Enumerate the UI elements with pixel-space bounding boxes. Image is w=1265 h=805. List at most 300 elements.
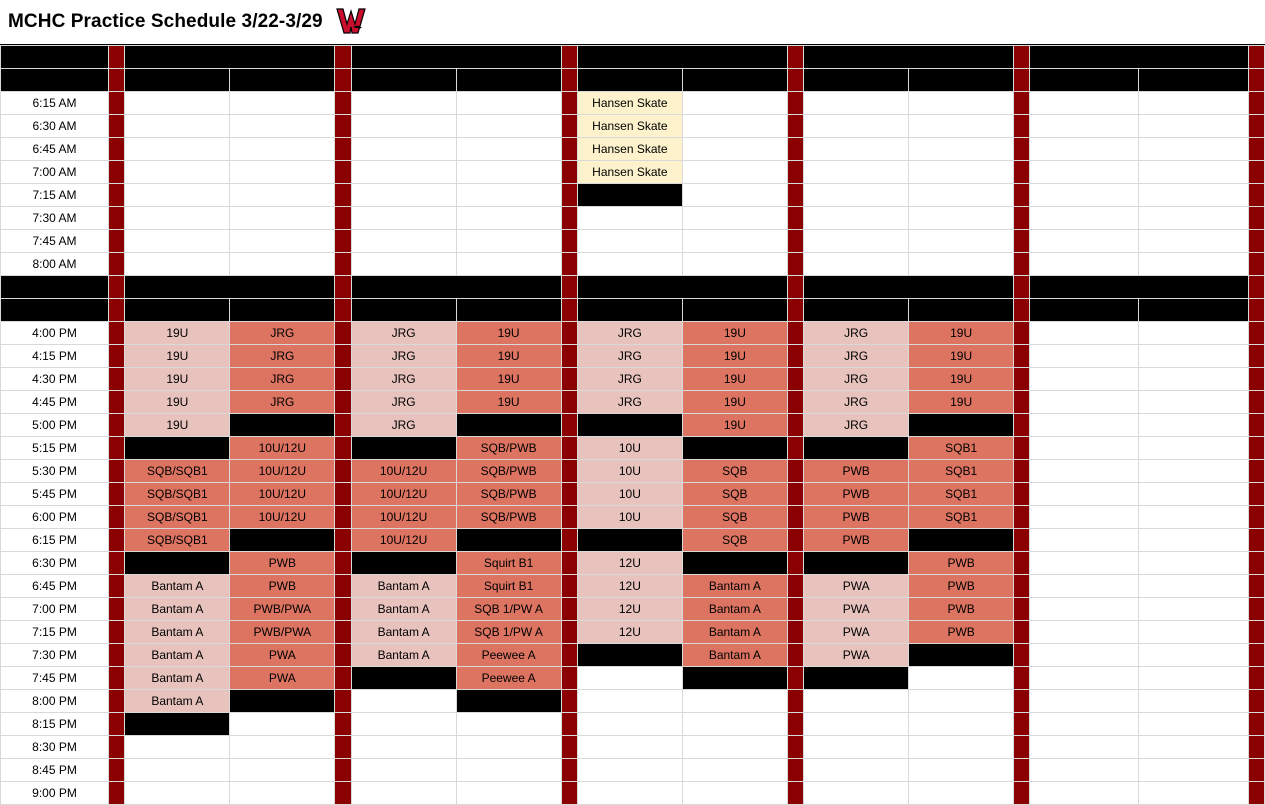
schedule-cell[interactable]: PWB: [230, 552, 335, 575]
schedule-cell[interactable]: Bantam A: [351, 575, 456, 598]
empty-cell[interactable]: [909, 184, 1014, 207]
schedule-cell[interactable]: PWA: [804, 621, 909, 644]
column-separator: [1248, 46, 1264, 69]
schedule-cell[interactable]: Bantam A: [351, 644, 456, 667]
empty-cell[interactable]: [909, 759, 1014, 782]
schedule-cell[interactable]: ICE CUT: [351, 437, 456, 460]
empty-cell[interactable]: [125, 230, 230, 253]
empty-cell[interactable]: [682, 782, 787, 805]
schedule-cell[interactable]: JRG: [804, 368, 909, 391]
empty-cell[interactable]: [1139, 253, 1248, 276]
schedule-cell[interactable]: Hansen Skate: [577, 92, 682, 115]
empty-cell[interactable]: [456, 230, 561, 253]
schedule-cell[interactable]: SQB/PWB: [456, 483, 561, 506]
empty-cell[interactable]: [351, 713, 456, 736]
empty-cell[interactable]: [1030, 368, 1139, 391]
schedule-cell[interactable]: JRG: [351, 322, 456, 345]
schedule-cell[interactable]: Bantam A: [682, 621, 787, 644]
column-separator: [787, 69, 803, 92]
schedule-cell[interactable]: SQB/SQB1: [125, 483, 230, 506]
empty-cell[interactable]: [1139, 506, 1248, 529]
column-separator: [109, 736, 125, 759]
schedule-cell[interactable]: ICE CUT: [456, 690, 561, 713]
schedule-cell[interactable]: Peewee A: [456, 644, 561, 667]
empty-cell[interactable]: [1139, 667, 1248, 690]
schedule-cell[interactable]: JRG: [230, 391, 335, 414]
empty-cell[interactable]: [1030, 460, 1139, 483]
empty-cell[interactable]: [125, 759, 230, 782]
empty-cell[interactable]: [1030, 506, 1139, 529]
empty-cell[interactable]: [1139, 644, 1248, 667]
schedule-cell[interactable]: PWB: [909, 575, 1014, 598]
empty-cell[interactable]: [1030, 736, 1139, 759]
empty-cell[interactable]: [351, 138, 456, 161]
schedule-cell[interactable]: 19U: [909, 368, 1014, 391]
empty-cell[interactable]: [230, 115, 335, 138]
schedule-cell[interactable]: ICE CUT: [577, 414, 682, 437]
schedule-cell[interactable]: ICE CUT: [125, 713, 230, 736]
schedule-cell[interactable]: 10U/12U: [351, 506, 456, 529]
schedule-cell[interactable]: JRG: [230, 322, 335, 345]
empty-cell[interactable]: [456, 161, 561, 184]
schedule-cell[interactable]: ICE CUT: [909, 529, 1014, 552]
schedule-cell[interactable]: 10U: [577, 483, 682, 506]
empty-cell[interactable]: [1030, 529, 1139, 552]
schedule-cell[interactable]: PWB: [230, 575, 335, 598]
empty-cell[interactable]: [1030, 322, 1139, 345]
schedule-cell[interactable]: ICE CUT: [577, 644, 682, 667]
empty-cell[interactable]: [1139, 138, 1248, 161]
empty-cell[interactable]: [1139, 529, 1248, 552]
schedule-cell[interactable]: SQB/PWB: [456, 437, 561, 460]
schedule-cell[interactable]: Peewee A: [456, 667, 561, 690]
schedule-cell[interactable]: ICE CUT: [804, 667, 909, 690]
empty-cell[interactable]: [909, 115, 1014, 138]
schedule-cell[interactable]: 19U: [125, 414, 230, 437]
schedule-cell[interactable]: PWB: [909, 552, 1014, 575]
time-label: 7:45 AM: [1, 230, 109, 253]
empty-cell[interactable]: [682, 161, 787, 184]
schedule-cell[interactable]: 19U: [125, 322, 230, 345]
schedule-cell[interactable]: SQB/SQB1: [125, 529, 230, 552]
empty-cell[interactable]: [456, 713, 561, 736]
empty-cell[interactable]: [804, 759, 909, 782]
schedule-cell[interactable]: JRG: [577, 345, 682, 368]
schedule-cell[interactable]: PWA: [230, 667, 335, 690]
empty-cell[interactable]: [1030, 391, 1139, 414]
schedule-row: [1, 460, 1265, 483]
empty-cell[interactable]: [804, 115, 909, 138]
empty-cell[interactable]: [230, 759, 335, 782]
empty-cell[interactable]: [1139, 345, 1248, 368]
empty-cell[interactable]: [1139, 460, 1248, 483]
empty-cell[interactable]: [230, 782, 335, 805]
empty-cell[interactable]: [230, 184, 335, 207]
schedule-cell[interactable]: PWB: [804, 506, 909, 529]
empty-cell[interactable]: [1030, 782, 1139, 805]
empty-cell[interactable]: [1139, 391, 1248, 414]
schedule-cell[interactable]: 19U: [125, 345, 230, 368]
schedule-cell[interactable]: 10U/12U: [230, 437, 335, 460]
empty-cell[interactable]: [804, 782, 909, 805]
column-separator: [1248, 368, 1264, 391]
schedule-cell[interactable]: 10U/12U: [230, 506, 335, 529]
empty-cell[interactable]: [1139, 230, 1248, 253]
empty-cell[interactable]: [230, 253, 335, 276]
schedule-cell[interactable]: ICE CUT: [682, 667, 787, 690]
empty-cell[interactable]: [577, 736, 682, 759]
schedule-cell[interactable]: Bantam A: [682, 598, 787, 621]
schedule-cell[interactable]: 19U: [682, 368, 787, 391]
schedule-cell[interactable]: ICE CUT: [230, 529, 335, 552]
schedule-cell[interactable]: Hansen Skate: [577, 115, 682, 138]
empty-cell[interactable]: [1139, 736, 1248, 759]
empty-cell[interactable]: [682, 230, 787, 253]
schedule-cell[interactable]: SQB1: [909, 460, 1014, 483]
empty-cell[interactable]: [1030, 621, 1139, 644]
empty-cell[interactable]: [1030, 414, 1139, 437]
empty-cell[interactable]: [456, 92, 561, 115]
empty-cell[interactable]: [804, 690, 909, 713]
schedule-cell[interactable]: Bantam A: [125, 598, 230, 621]
schedule-cell[interactable]: Bantam A: [125, 621, 230, 644]
empty-cell[interactable]: [1030, 345, 1139, 368]
empty-cell[interactable]: [351, 161, 456, 184]
empty-cell[interactable]: [804, 230, 909, 253]
schedule-cell[interactable]: JRG: [351, 391, 456, 414]
schedule-cell[interactable]: 10U/12U: [230, 460, 335, 483]
empty-cell[interactable]: [1030, 644, 1139, 667]
empty-cell[interactable]: [1139, 322, 1248, 345]
empty-cell[interactable]: [1030, 552, 1139, 575]
empty-cell[interactable]: [125, 138, 230, 161]
empty-cell[interactable]: [351, 736, 456, 759]
empty-cell[interactable]: [577, 690, 682, 713]
empty-cell[interactable]: [1139, 483, 1248, 506]
empty-cell[interactable]: [125, 161, 230, 184]
empty-cell[interactable]: [230, 207, 335, 230]
empty-cell[interactable]: [230, 713, 335, 736]
empty-cell[interactable]: [1030, 483, 1139, 506]
schedule-cell[interactable]: SQB: [682, 506, 787, 529]
empty-cell[interactable]: [230, 230, 335, 253]
empty-cell[interactable]: [230, 736, 335, 759]
schedule-cell[interactable]: 19U: [909, 322, 1014, 345]
schedule-cell[interactable]: 19U: [456, 345, 561, 368]
empty-cell[interactable]: [351, 759, 456, 782]
empty-cell[interactable]: [1030, 184, 1139, 207]
schedule-cell[interactable]: Bantam A: [351, 621, 456, 644]
empty-cell[interactable]: [1030, 92, 1139, 115]
empty-cell[interactable]: [909, 92, 1014, 115]
schedule-cell[interactable]: PWB: [909, 598, 1014, 621]
empty-cell[interactable]: [1139, 759, 1248, 782]
schedule-cell[interactable]: 19U: [456, 322, 561, 345]
schedule-cell[interactable]: SQB1: [909, 506, 1014, 529]
empty-cell[interactable]: [909, 782, 1014, 805]
schedule-cell[interactable]: ICE CUT: [577, 529, 682, 552]
empty-cell[interactable]: [1139, 115, 1248, 138]
empty-cell[interactable]: [1030, 437, 1139, 460]
empty-cell[interactable]: [804, 184, 909, 207]
schedule-cell[interactable]: JRG: [577, 322, 682, 345]
schedule-cell[interactable]: JRG: [351, 414, 456, 437]
schedule-cell[interactable]: Squirt B1: [456, 575, 561, 598]
empty-cell[interactable]: [909, 713, 1014, 736]
schedule-cell[interactable]: 19U: [456, 368, 561, 391]
empty-cell[interactable]: [1030, 713, 1139, 736]
empty-cell[interactable]: [577, 207, 682, 230]
schedule-cell[interactable]: 19U: [456, 391, 561, 414]
empty-cell[interactable]: [909, 690, 1014, 713]
empty-cell[interactable]: [804, 736, 909, 759]
schedule-cell[interactable]: 10U: [577, 506, 682, 529]
empty-cell[interactable]: [804, 713, 909, 736]
schedule-cell[interactable]: 10U: [577, 437, 682, 460]
empty-cell[interactable]: [1139, 690, 1248, 713]
schedule-cell[interactable]: SQB: [682, 460, 787, 483]
empty-cell[interactable]: [125, 92, 230, 115]
empty-cell[interactable]: [351, 115, 456, 138]
schedule-cell[interactable]: Bantam A: [682, 575, 787, 598]
schedule-cell[interactable]: PWB: [804, 529, 909, 552]
schedule-cell[interactable]: 12U: [577, 575, 682, 598]
schedule-cell[interactable]: ICE CUT: [456, 414, 561, 437]
schedule-cell[interactable]: SQB 1/PW A: [456, 621, 561, 644]
schedule-cell[interactable]: PWB/PWA: [230, 598, 335, 621]
empty-cell[interactable]: [1030, 138, 1139, 161]
empty-cell[interactable]: [909, 161, 1014, 184]
empty-cell[interactable]: [1139, 207, 1248, 230]
empty-cell[interactable]: [909, 138, 1014, 161]
empty-cell[interactable]: [1030, 253, 1139, 276]
column-separator: [1248, 667, 1264, 690]
empty-cell[interactable]: [1030, 759, 1139, 782]
schedule-cell[interactable]: Bantam A: [125, 690, 230, 713]
schedule-cell[interactable]: JRG: [804, 414, 909, 437]
schedule-cell[interactable]: 10U/12U: [351, 483, 456, 506]
empty-cell[interactable]: [682, 736, 787, 759]
empty-cell[interactable]: [682, 690, 787, 713]
schedule-cell[interactable]: SQB: [682, 529, 787, 552]
column-separator: [109, 253, 125, 276]
empty-cell[interactable]: [1030, 575, 1139, 598]
schedule-cell[interactable]: 19U: [909, 345, 1014, 368]
schedule-cell[interactable]: ICE CUT: [804, 437, 909, 460]
schedule-cell[interactable]: SQB/SQB1: [125, 460, 230, 483]
empty-cell[interactable]: [456, 736, 561, 759]
schedule-cell[interactable]: ICE CUT: [351, 667, 456, 690]
empty-cell[interactable]: [1139, 713, 1248, 736]
empty-cell[interactable]: [1030, 598, 1139, 621]
schedule-cell[interactable]: JRG: [351, 368, 456, 391]
empty-cell[interactable]: [577, 713, 682, 736]
schedule-cell[interactable]: PWB/PWA: [230, 621, 335, 644]
empty-cell[interactable]: [577, 230, 682, 253]
schedule-cell[interactable]: JRG: [351, 345, 456, 368]
empty-cell[interactable]: [804, 161, 909, 184]
schedule-cell[interactable]: ICE CUT: [909, 414, 1014, 437]
empty-cell[interactable]: [456, 253, 561, 276]
schedule-cell[interactable]: ICE CUT: [682, 437, 787, 460]
empty-cell[interactable]: [1030, 115, 1139, 138]
schedule-cell[interactable]: 19U: [909, 391, 1014, 414]
schedule-cell[interactable]: 12U: [577, 598, 682, 621]
schedule-cell[interactable]: 10U/12U: [351, 460, 456, 483]
empty-cell[interactable]: [909, 207, 1014, 230]
empty-cell[interactable]: [1139, 437, 1248, 460]
empty-cell[interactable]: [456, 207, 561, 230]
schedule-cell[interactable]: JRG: [230, 368, 335, 391]
schedule-cell[interactable]: 19U: [682, 345, 787, 368]
empty-cell[interactable]: [682, 713, 787, 736]
schedule-cell[interactable]: ICE CUT: [351, 552, 456, 575]
empty-cell[interactable]: [1139, 368, 1248, 391]
schedule-cell[interactable]: 10U: [577, 460, 682, 483]
schedule-cell[interactable]: ICE CUT: [909, 644, 1014, 667]
empty-cell[interactable]: [682, 207, 787, 230]
empty-cell[interactable]: [1139, 552, 1248, 575]
empty-cell[interactable]: [351, 92, 456, 115]
schedule-cell[interactable]: ICE CUT: [682, 552, 787, 575]
schedule-cell[interactable]: PWA: [804, 575, 909, 598]
schedule-cell[interactable]: PWA: [804, 598, 909, 621]
schedule-cell[interactable]: SQB/PWB: [456, 506, 561, 529]
schedule-cell[interactable]: SQB 1/PW A: [456, 598, 561, 621]
schedule-cell[interactable]: ICE CUT: [125, 552, 230, 575]
empty-cell[interactable]: [351, 230, 456, 253]
empty-cell[interactable]: [682, 138, 787, 161]
schedule-cell[interactable]: Hansen Skate: [577, 138, 682, 161]
schedule-cell[interactable]: ICE CUT: [230, 414, 335, 437]
schedule-cell[interactable]: ICE CUT: [230, 690, 335, 713]
empty-cell[interactable]: [1030, 161, 1139, 184]
empty-cell[interactable]: [577, 782, 682, 805]
schedule-cell[interactable]: SQB/SQB1: [125, 506, 230, 529]
empty-cell[interactable]: [682, 253, 787, 276]
schedule-cell[interactable]: Bantam A: [682, 644, 787, 667]
empty-cell[interactable]: [1030, 690, 1139, 713]
empty-cell[interactable]: [682, 184, 787, 207]
schedule-cell[interactable]: ICE CUT: [577, 184, 682, 207]
schedule-cell[interactable]: 10U/12U: [351, 529, 456, 552]
empty-cell[interactable]: [682, 759, 787, 782]
empty-cell[interactable]: [351, 782, 456, 805]
empty-cell[interactable]: [230, 92, 335, 115]
empty-cell[interactable]: [456, 138, 561, 161]
empty-cell[interactable]: [1030, 667, 1139, 690]
empty-cell[interactable]: [1139, 161, 1248, 184]
schedule-cell[interactable]: JRG: [804, 345, 909, 368]
empty-cell[interactable]: [909, 736, 1014, 759]
empty-cell[interactable]: [1139, 782, 1248, 805]
empty-cell[interactable]: [230, 138, 335, 161]
empty-cell[interactable]: [456, 115, 561, 138]
schedule-cell[interactable]: 19U: [125, 368, 230, 391]
empty-cell[interactable]: [804, 92, 909, 115]
empty-cell[interactable]: [1139, 575, 1248, 598]
empty-cell[interactable]: [125, 253, 230, 276]
schedule-cell[interactable]: Squirt B1: [456, 552, 561, 575]
empty-cell[interactable]: [125, 115, 230, 138]
schedule-cell[interactable]: PWA: [230, 644, 335, 667]
empty-cell[interactable]: [456, 759, 561, 782]
empty-cell[interactable]: [682, 115, 787, 138]
empty-cell[interactable]: [125, 782, 230, 805]
empty-cell[interactable]: [456, 782, 561, 805]
schedule-cell[interactable]: JRG: [577, 368, 682, 391]
schedule-cell[interactable]: Bantam A: [351, 598, 456, 621]
empty-cell[interactable]: [1030, 230, 1139, 253]
schedule-cell[interactable]: ICE CUT: [456, 529, 561, 552]
schedule-cell[interactable]: JRG: [577, 391, 682, 414]
empty-cell[interactable]: [1030, 207, 1139, 230]
empty-cell[interactable]: [682, 92, 787, 115]
schedule-cell[interactable]: PWA: [804, 644, 909, 667]
schedule-cell[interactable]: 19U: [125, 391, 230, 414]
empty-cell[interactable]: [351, 253, 456, 276]
schedule-cell[interactable]: Hansen Skate: [577, 161, 682, 184]
schedule-cell[interactable]: SQB1: [909, 483, 1014, 506]
empty-cell[interactable]: [804, 253, 909, 276]
schedule-cell[interactable]: SQB1: [909, 437, 1014, 460]
empty-cell[interactable]: [909, 253, 1014, 276]
empty-cell[interactable]: [804, 207, 909, 230]
schedule-cell[interactable]: 12U: [577, 621, 682, 644]
empty-cell[interactable]: [1139, 92, 1248, 115]
empty-cell[interactable]: [577, 667, 682, 690]
empty-cell[interactable]: [351, 690, 456, 713]
schedule-cell[interactable]: PWB: [804, 460, 909, 483]
schedule-cell[interactable]: 10U/12U: [230, 483, 335, 506]
empty-cell[interactable]: [351, 184, 456, 207]
schedule-cell[interactable]: 19U: [682, 322, 787, 345]
schedule-cell[interactable]: 19U: [682, 391, 787, 414]
empty-cell[interactable]: [1139, 621, 1248, 644]
column-separator: [787, 483, 803, 506]
schedule-cell[interactable]: Bantam A: [125, 644, 230, 667]
empty-cell[interactable]: [804, 138, 909, 161]
schedule-cell[interactable]: PWB: [909, 621, 1014, 644]
schedule-cell[interactable]: ICE CUT: [804, 552, 909, 575]
empty-cell[interactable]: [456, 184, 561, 207]
empty-cell[interactable]: [1139, 414, 1248, 437]
schedule-cell[interactable]: JRG: [804, 322, 909, 345]
schedule-cell[interactable]: ICE CUT: [125, 437, 230, 460]
empty-cell[interactable]: [1139, 598, 1248, 621]
schedule-cell[interactable]: SQB/PWB: [456, 460, 561, 483]
empty-cell[interactable]: [230, 161, 335, 184]
empty-cell[interactable]: [125, 184, 230, 207]
schedule-cell[interactable]: 12U: [577, 552, 682, 575]
empty-cell[interactable]: [125, 736, 230, 759]
empty-cell[interactable]: [125, 207, 230, 230]
schedule-cell[interactable]: Bantam A: [125, 667, 230, 690]
empty-cell[interactable]: [909, 667, 1014, 690]
schedule-cell[interactable]: JRG: [230, 345, 335, 368]
schedule-cell[interactable]: SQB: [682, 483, 787, 506]
schedule-cell[interactable]: JRG: [804, 391, 909, 414]
day-header-thursday: Thursday: [804, 46, 1014, 69]
empty-cell[interactable]: [909, 230, 1014, 253]
schedule-cell[interactable]: PWB: [804, 483, 909, 506]
schedule-cell[interactable]: Bantam A: [125, 575, 230, 598]
schedule-cell[interactable]: 19U: [682, 414, 787, 437]
empty-cell[interactable]: [577, 759, 682, 782]
empty-cell[interactable]: [351, 207, 456, 230]
empty-cell[interactable]: [577, 253, 682, 276]
empty-cell[interactable]: [1139, 184, 1248, 207]
